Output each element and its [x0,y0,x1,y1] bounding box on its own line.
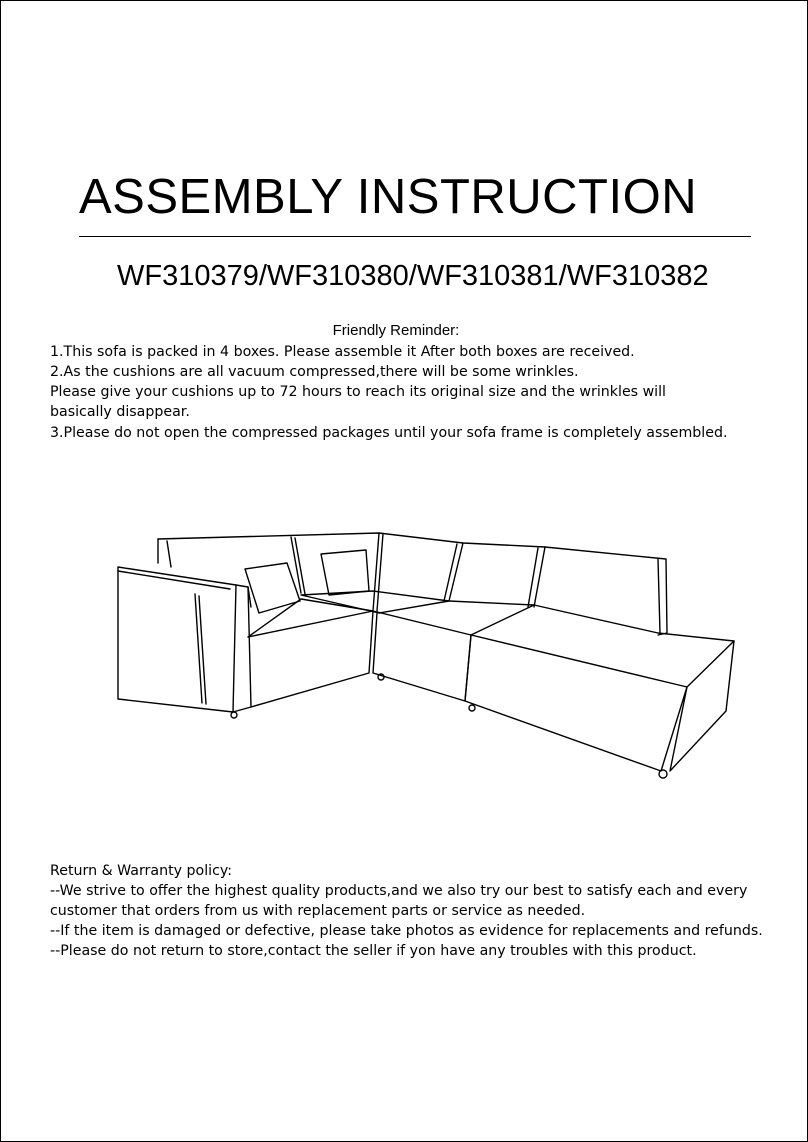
sectional-sofa-drawing [1,521,808,791]
model-numbers: WF310379/WF310380/WF310381/WF310382 [117,260,709,292]
reminder-line-4: basically disappear. [50,404,190,420]
document-title: ASSEMBLY INSTRUCTION [79,170,698,224]
warranty-line-1: --We strive to offer the highest quality products,and we also try our best to satisfy each and every [50,883,748,899]
reminder-line-1: 1.This sofa is packed in 4 boxes. Please assemble it After both boxes are received. [50,344,635,360]
warranty-heading: Return & Warranty policy: [50,863,233,879]
reminder-line-5: 3.Please do not open the compressed packages until your sofa frame is completely assembled. [50,425,728,441]
title-divider [79,236,751,237]
warranty-line-2: customer that orders from us with replacement parts or service as needed. [50,903,586,919]
reminder-line-2: 2.As the cushions are all vacuum compressed,there will be some wrinkles. [50,364,579,380]
reminder-heading: Friendly Reminder: [332,322,460,339]
reminder-line-3: Please give your cushions up to 72 hours to reach its original size and the wrinkles will [50,384,666,400]
warranty-line-4: --Please do not return to store,contact the seller if yon have any troubles with this product. [50,943,697,959]
warranty-line-3: --If the item is damaged or defective, please take photos as evidence for replacements and refunds. [50,923,763,939]
